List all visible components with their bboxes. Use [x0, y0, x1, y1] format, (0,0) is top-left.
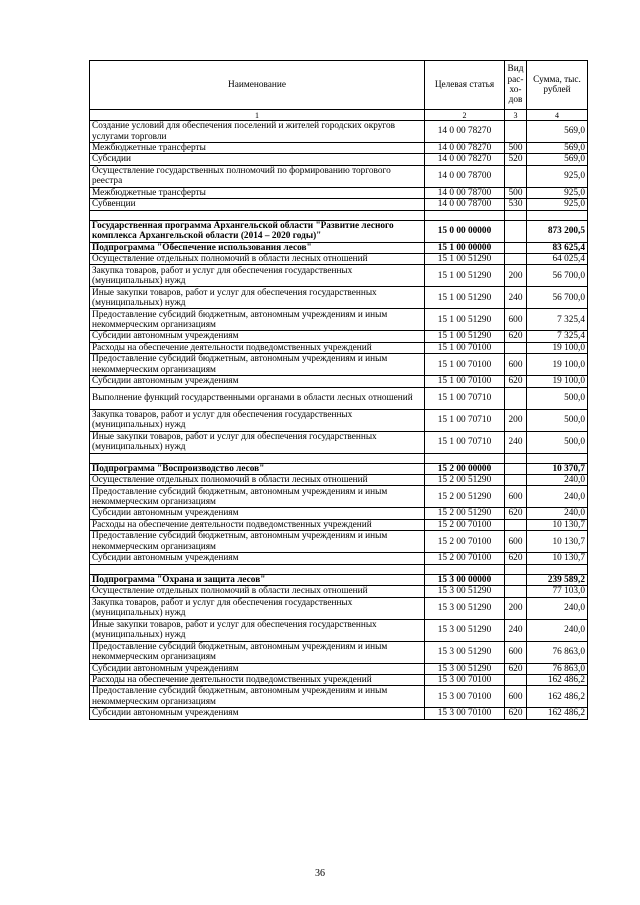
- expense-type-cell: [505, 463, 527, 474]
- table-row: [90, 121, 588, 143]
- name-cell: Выполнение функций государственными органами в области лесных отношений: [90, 387, 425, 409]
- table-row: [90, 486, 588, 508]
- expense-type-cell: [505, 674, 527, 685]
- target-article-cell: 15 3 00 70100: [425, 674, 505, 685]
- target-article-cell: 15 2 00 51290: [425, 486, 505, 508]
- header-expense-type: Вид рас-хо-дов: [505, 61, 527, 110]
- sum-cell: 240,0: [527, 597, 588, 619]
- empty-cell: [90, 210, 425, 220]
- target-article-cell: 15 2 00 51290: [425, 475, 505, 486]
- target-article-cell: 15 0 00 00000: [425, 220, 505, 242]
- table-row: [90, 463, 588, 474]
- target-article-cell: 15 1 00 51290: [425, 254, 505, 265]
- expense-type-cell: 620: [505, 708, 527, 719]
- name-cell: Закупка товаров, работ и услуг для обеспечения государственных (муниципальных) нужд: [90, 265, 425, 287]
- table-row: [90, 663, 588, 674]
- target-article-cell: 15 2 00 51290: [425, 508, 505, 519]
- expense-type-cell: 620: [505, 508, 527, 519]
- table-row: [90, 553, 588, 564]
- name-cell: Закупка товаров, работ и услуг для обеспечения государственных (муниципальных) нужд: [90, 409, 425, 431]
- target-article-cell: 15 2 00 00000: [425, 463, 505, 474]
- expense-type-cell: 620: [505, 331, 527, 342]
- expense-type-cell: [505, 220, 527, 242]
- expense-type-cell: [505, 586, 527, 597]
- sum-cell: 569,0: [527, 143, 588, 154]
- expense-type-cell: [505, 574, 527, 585]
- name-cell: Осуществление отдельных полномочий в области лесных отношений: [90, 586, 425, 597]
- target-article-cell: 15 1 00 70710: [425, 409, 505, 431]
- table-row: [90, 597, 588, 619]
- expense-type-cell: 200: [505, 409, 527, 431]
- table-row: [90, 199, 588, 210]
- expense-type-cell: 240: [505, 619, 527, 641]
- expense-type-cell: [505, 165, 527, 187]
- name-cell: Субсидии автономным учреждениям: [90, 663, 425, 674]
- table-row: [90, 331, 588, 342]
- empty-cell: [505, 564, 527, 574]
- expense-type-cell: [505, 387, 527, 409]
- column-number-2: 2: [425, 110, 505, 121]
- sum-cell: 500,0: [527, 387, 588, 409]
- target-article-cell: 15 2 00 70100: [425, 531, 505, 553]
- target-article-cell: 15 1 00 70710: [425, 387, 505, 409]
- expense-type-cell: [505, 519, 527, 530]
- sum-cell: 569,0: [527, 121, 588, 143]
- name-cell: Иные закупки товаров, работ и услуг для обеспечения государственных (муниципальных) нужд: [90, 287, 425, 309]
- target-article-cell: 15 3 00 51290: [425, 663, 505, 674]
- name-cell: Расходы на обеспечение деятельности подведомственных учреждений: [90, 519, 425, 530]
- table-row: [90, 686, 588, 708]
- spacer-row: [90, 453, 588, 463]
- name-cell: Субсидии автономным учреждениям: [90, 508, 425, 519]
- expense-type-cell: 240: [505, 431, 527, 453]
- name-cell: Осуществление отдельных полномочий в области лесных отношений: [90, 475, 425, 486]
- target-article-cell: 15 3 00 51290: [425, 641, 505, 663]
- empty-cell: [90, 453, 425, 463]
- empty-cell: [425, 453, 505, 463]
- name-cell: Закупка товаров, работ и услуг для обеспечения государственных (муниципальных) нужд: [90, 597, 425, 619]
- sum-cell: 56 700,0: [527, 265, 588, 287]
- table-body: [90, 121, 588, 720]
- target-article-cell: 15 1 00 70710: [425, 431, 505, 453]
- name-cell: Предоставление субсидий бюджетным, автономным учреждениям и иным некоммерческим организациям: [90, 309, 425, 331]
- sum-cell: 162 486,2: [527, 708, 588, 719]
- sum-cell: 240,0: [527, 475, 588, 486]
- sum-cell: 77 103,0: [527, 586, 588, 597]
- sum-cell: 7 325,4: [527, 331, 588, 342]
- name-cell: Осуществление государственных полномочий по формированию торгового реестра: [90, 165, 425, 187]
- table-row: [90, 586, 588, 597]
- sum-cell: 76 863,0: [527, 641, 588, 663]
- target-article-cell: 15 1 00 70100: [425, 354, 505, 376]
- name-cell: Расходы на обеспечение деятельности подведомственных учреждений: [90, 342, 425, 353]
- target-article-cell: 15 1 00 70100: [425, 376, 505, 387]
- expense-type-cell: 600: [505, 486, 527, 508]
- target-article-cell: 15 1 00 00000: [425, 242, 505, 253]
- empty-cell: [527, 453, 588, 463]
- name-cell: Подпрограмма "Охрана и защита лесов": [90, 574, 425, 585]
- expense-type-cell: 520: [505, 154, 527, 165]
- expense-type-cell: 600: [505, 531, 527, 553]
- expense-type-cell: 620: [505, 553, 527, 564]
- expense-type-cell: 200: [505, 265, 527, 287]
- table-row: [90, 475, 588, 486]
- name-cell: Создание условий для обеспечения поселений и жителей городских округов услугами торговли: [90, 121, 425, 143]
- name-cell: Иные закупки товаров, работ и услуг для обеспечения государственных (муниципальных) нужд: [90, 431, 425, 453]
- name-cell: Субсидии автономным учреждениям: [90, 376, 425, 387]
- expense-type-cell: 200: [505, 597, 527, 619]
- table-row: [90, 165, 588, 187]
- sum-cell: 925,0: [527, 199, 588, 210]
- sum-cell: 162 486,2: [527, 686, 588, 708]
- target-article-cell: 15 1 00 51290: [425, 331, 505, 342]
- table-row: [90, 187, 588, 198]
- target-article-cell: 14 0 00 78700: [425, 199, 505, 210]
- sum-cell: 500,0: [527, 431, 588, 453]
- budget-table: [89, 60, 588, 720]
- table-row: [90, 143, 588, 154]
- target-article-cell: 14 0 00 78270: [425, 143, 505, 154]
- name-cell: Подпрограмма "Обеспечение использования лесов": [90, 242, 425, 253]
- expense-type-cell: [505, 475, 527, 486]
- column-number-1: 1: [90, 110, 425, 121]
- target-article-cell: 15 2 00 70100: [425, 519, 505, 530]
- sum-cell: 240,0: [527, 508, 588, 519]
- sum-cell: 240,0: [527, 619, 588, 641]
- target-article-cell: 14 0 00 78270: [425, 154, 505, 165]
- target-article-cell: 14 0 00 78700: [425, 187, 505, 198]
- table-row: [90, 254, 588, 265]
- name-cell: Межбюджетные трансферты: [90, 187, 425, 198]
- target-article-cell: 14 0 00 78700: [425, 165, 505, 187]
- empty-cell: [425, 564, 505, 574]
- name-cell: Государственная программа Архангельской области "Развитие лесного комплекса Архангельской области (2014 – 2020 годы)": [90, 220, 425, 242]
- table-row: [90, 519, 588, 530]
- sum-cell: 10 130,7: [527, 519, 588, 530]
- expense-type-cell: 530: [505, 199, 527, 210]
- expense-type-cell: 620: [505, 663, 527, 674]
- table-row: [90, 242, 588, 253]
- sum-cell: 925,0: [527, 187, 588, 198]
- empty-cell: [527, 210, 588, 220]
- header-sum: Сумма, тыс. рублей: [527, 61, 588, 110]
- expense-type-cell: 500: [505, 187, 527, 198]
- table-row: [90, 376, 588, 387]
- table-row: [90, 265, 588, 287]
- name-cell: Предоставление субсидий бюджетным, автономным учреждениям и иным некоммерческим организациям: [90, 531, 425, 553]
- sum-cell: 19 100,0: [527, 376, 588, 387]
- expense-type-cell: 240: [505, 287, 527, 309]
- name-cell: Предоставление субсидий бюджетным, автономным учреждениям и иным некоммерческим организациям: [90, 641, 425, 663]
- sum-cell: 500,0: [527, 409, 588, 431]
- table-row: [90, 287, 588, 309]
- spacer-row: [90, 210, 588, 220]
- table-row: [90, 431, 588, 453]
- sum-cell: 19 100,0: [527, 354, 588, 376]
- target-article-cell: 15 1 00 51290: [425, 309, 505, 331]
- table-row: [90, 574, 588, 585]
- name-cell: Межбюджетные трансферты: [90, 143, 425, 154]
- name-cell: Субсидии автономным учреждениям: [90, 708, 425, 719]
- sum-cell: 162 486,2: [527, 674, 588, 685]
- sum-cell: 240,0: [527, 486, 588, 508]
- expense-type-cell: 600: [505, 641, 527, 663]
- name-cell: Предоставление субсидий бюджетным, автономным учреждениям и иным некоммерческим организациям: [90, 486, 425, 508]
- table-row: [90, 387, 588, 409]
- sum-cell: 10 130,7: [527, 531, 588, 553]
- name-cell: Осуществление отдельных полномочий в области лесных отношений: [90, 254, 425, 265]
- target-article-cell: 15 2 00 70100: [425, 553, 505, 564]
- empty-cell: [90, 564, 425, 574]
- table-row: [90, 354, 588, 376]
- sum-cell: 925,0: [527, 165, 588, 187]
- empty-cell: [425, 210, 505, 220]
- name-cell: Предоставление субсидий бюджетным, автономным учреждениям и иным некоммерческим организациям: [90, 354, 425, 376]
- spacer-row: [90, 564, 588, 574]
- table-header: [90, 61, 588, 121]
- table-row: [90, 409, 588, 431]
- table-row: [90, 508, 588, 519]
- sum-cell: 56 700,0: [527, 287, 588, 309]
- sum-cell: 64 025,4: [527, 254, 588, 265]
- table-row: [90, 342, 588, 353]
- sum-cell: 7 325,4: [527, 309, 588, 331]
- target-article-cell: 15 1 00 70100: [425, 342, 505, 353]
- sum-cell: 873 200,5: [527, 220, 588, 242]
- header-name: Наименование: [90, 61, 425, 110]
- expense-type-cell: 600: [505, 309, 527, 331]
- empty-cell: [505, 210, 527, 220]
- table-row: [90, 674, 588, 685]
- expense-type-cell: [505, 242, 527, 253]
- table-row: [90, 309, 588, 331]
- target-article-cell: 15 3 00 51290: [425, 619, 505, 641]
- expense-type-cell: 600: [505, 686, 527, 708]
- expense-type-cell: [505, 342, 527, 353]
- column-number-3: 3: [505, 110, 527, 121]
- target-article-cell: 15 3 00 00000: [425, 574, 505, 585]
- name-cell: Расходы на обеспечение деятельности подведомственных учреждений: [90, 674, 425, 685]
- table-row: [90, 619, 588, 641]
- name-cell: Иные закупки товаров, работ и услуг для обеспечения государственных (муниципальных) нужд: [90, 619, 425, 641]
- name-cell: Субвенции: [90, 199, 425, 210]
- sum-cell: 10 130,7: [527, 553, 588, 564]
- name-cell: Предоставление субсидий бюджетным, автономным учреждениям и иным некоммерческим организациям: [90, 686, 425, 708]
- table-row: [90, 154, 588, 165]
- name-cell: Субсидии: [90, 154, 425, 165]
- target-article-cell: 15 1 00 51290: [425, 265, 505, 287]
- target-article-cell: 15 1 00 51290: [425, 287, 505, 309]
- target-article-cell: 15 3 00 51290: [425, 597, 505, 619]
- page-number: 36: [315, 868, 325, 879]
- header-target-article: Целевая статья: [425, 61, 505, 110]
- expense-type-cell: 620: [505, 376, 527, 387]
- sum-cell: 10 370,7: [527, 463, 588, 474]
- target-article-cell: 15 3 00 70100: [425, 708, 505, 719]
- target-article-cell: 15 3 00 70100: [425, 686, 505, 708]
- table-row: [90, 708, 588, 719]
- expense-type-cell: [505, 121, 527, 143]
- name-cell: Подпрограмма "Воспроизводство лесов": [90, 463, 425, 474]
- table-row: [90, 641, 588, 663]
- name-cell: Субсидии автономным учреждениям: [90, 331, 425, 342]
- empty-cell: [527, 564, 588, 574]
- expense-type-cell: [505, 254, 527, 265]
- column-number-4: 4: [527, 110, 588, 121]
- table-row: [90, 220, 588, 242]
- sum-cell: 239 589,2: [527, 574, 588, 585]
- target-article-cell: 14 0 00 78270: [425, 121, 505, 143]
- sum-cell: 76 863,0: [527, 663, 588, 674]
- expense-type-cell: 600: [505, 354, 527, 376]
- table-row: [90, 531, 588, 553]
- sum-cell: 569,0: [527, 154, 588, 165]
- expense-type-cell: 500: [505, 143, 527, 154]
- empty-cell: [505, 453, 527, 463]
- sum-cell: 83 625,4: [527, 242, 588, 253]
- name-cell: Субсидии автономным учреждениям: [90, 553, 425, 564]
- target-article-cell: 15 3 00 51290: [425, 586, 505, 597]
- sum-cell: 19 100,0: [527, 342, 588, 353]
